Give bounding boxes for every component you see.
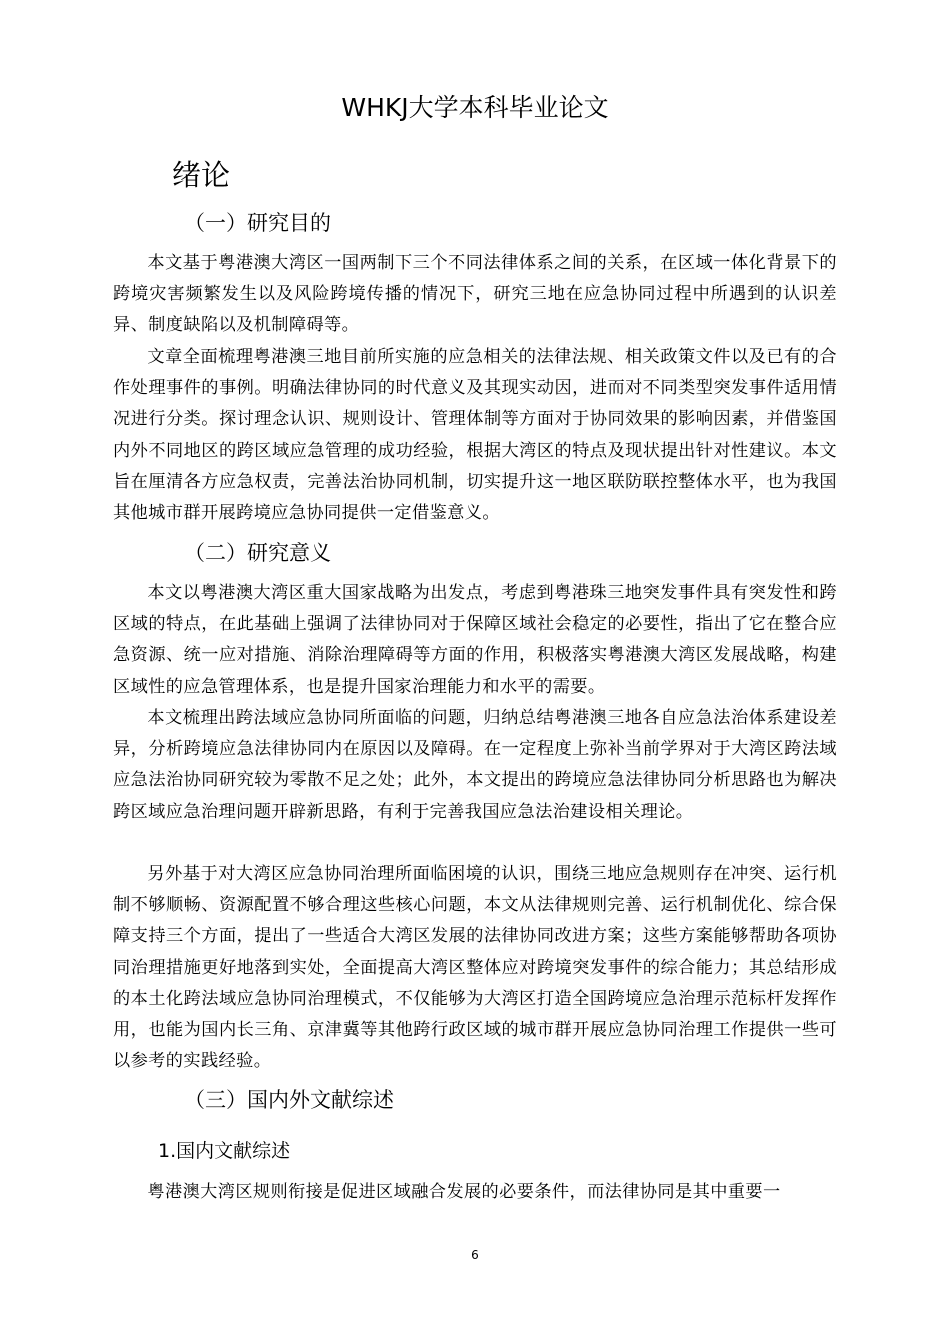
section-heading-research-purpose: （一）研究目的 (184, 211, 331, 235)
paragraph: 粤港澳大湾区规则衔接是促进区域融合发展的必要条件，而法律协同是其中重要一 (147, 1182, 781, 1202)
section-heading-literature-review: （三）国内外文献综述 (184, 1088, 394, 1112)
subsection-heading-domestic-literature: 1.国内文献综述 (158, 1140, 291, 1162)
chapter-title: 绪论 (172, 158, 231, 192)
page-number: 6 (471, 1248, 479, 1262)
paragraph: 文章全面梳理粤港澳三地目前所实施的应急相关的法律法规、相关政策文件以及已有的合作处理事件的事例。明确法律协同的时代意义及其现实动因，进而对不同类型突发事件适用情况进行分类。探讨理念认识、规则设计、管理体制等方面对于协同效果的影响因素，并借鉴国内外不同地区的跨区域应急管理的成功经验，根据大湾区的特点及现状提出针对性建议。本文旨在厘清各方应急权责，完善法治协同机制，切实提升这一地区联防联控整体水平，也为我国其他城市群开展跨境应急协同提供一定借鉴意义。 (113, 347, 837, 524)
paragraph: 本文梳理出跨法域应急协同所面临的问题，归纳总结粤港澳三地各自应急法治体系建设差异，分析跨境应急法律协同内在原因以及障碍。在一定程度上弥补当前学界对于大湾区跨法域应急法治协同研究较为零散不足之处；此外，本文提出的跨境应急法律协同分析思路也为解决跨区域应急治理问题开辟新思路，有利于完善我国应急法治建设相关理论。 (113, 708, 837, 822)
section-heading-research-significance: （二）研究意义 (184, 541, 331, 565)
paragraph: 本文以粤港澳大湾区重大国家战略为出发点，考虑到粤港珠三地突发事件具有突发性和跨区域的特点，在此基础上强调了法律协同对于保障区域社会稳定的必要性，指出了它在整合应急资源、统一应对措施、消除治理障碍等方面的作用，积极落实粤港澳大湾区发展战略，构建区域性的应急管理体系，也是提升国家治理能力和水平的需要。 (113, 583, 837, 697)
paragraph: 另外基于对大湾区应急协同治理所面临困境的认识，围绕三地应急规则存在冲突、运行机制不够顺畅、资源配置不够合理这些核心问题，本文从法律规则完善、运行机制优化、综合保障支持三个方面，提出了一些适合大湾区发展的法律协同改进方案；这些方案能够帮助各项协同治理措施更好地落到实处，全面提高大湾区整体应对跨境突发事件的综合能力；其总结形成的本土化跨法域应急协同治理模式，不仅能够为大湾区打造全国跨境应急治理示范标杆发挥作用，也能为国内长三角、京津冀等其他跨行政区域的城市群开展应急协同治理工作提供一些可以参考的实践经验。 (113, 864, 837, 1072)
paragraph: 本文基于粤港澳大湾区一国两制下三个不同法律体系之间的关系，在区域一体化背景下的跨境灾害频繁发生以及风险跨境传播的情况下，研究三地在应急协同过程中所遇到的认识差异、制度缺陷以及机制障碍等。 (113, 253, 837, 336)
thesis-header-title: WHKJ大学本科毕业论文 (341, 93, 609, 122)
